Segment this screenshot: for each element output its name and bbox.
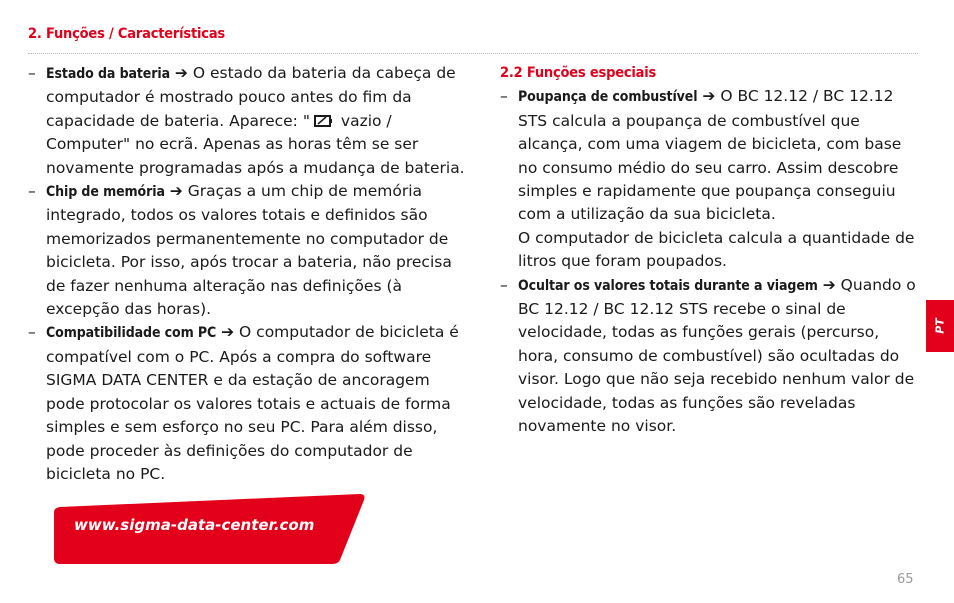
- fuel-saving-text: O BC 12.12 / BC 12.12 STS calcula a poupança de combustível que alcança, com uma viagem de bicicleta, com base no consumo médio do seu carro. Assim descobre simples e rapidamente que poupança conseguiu com a utilização da sua bicicleta.: [518, 87, 902, 224]
- list-item-memory-chip: [28, 180, 468, 321]
- memory-chip-text: Graças a um chip de memória integrado, todos os valores totais e definidos são memorizados permanentemente no computador de bicicleta. Por isso, após trocar a bateria, não precisa de fazer nenhuma alteração nas definições (à excepção das horas).: [46, 182, 452, 319]
- subsection-title: 2.2 Funções especiais: [500, 65, 657, 81]
- pc-compatibility-text: O computador de bicicleta é compatível com o PC. Após a compra do software SIGMA DATA CENTER e da estação de ancoragem pode protocolar os valores totais e actuais de forma simples e sem esforço no seu PC. Para além disso, pode proceder às definições do computador de bicicleta no PC.: [46, 323, 459, 483]
- list-item-battery-status: [28, 62, 468, 180]
- website-banner[interactable]: [54, 494, 366, 564]
- page-number: 65: [897, 572, 914, 587]
- left-column: [28, 62, 468, 486]
- arrow-right-icon: ➔: [702, 87, 716, 106]
- arrow-right-icon: ➔: [174, 64, 188, 82]
- list-item-fuel-saving: [500, 85, 918, 273]
- language-tab-label: PT: [933, 318, 947, 334]
- list-dash: –: [500, 87, 508, 106]
- arrow-right-icon: ➔: [822, 275, 836, 294]
- term-hide-totals: Ocultar os valores totais durante a viagem: [518, 277, 818, 294]
- list-item-pc-compatibility: [28, 321, 468, 486]
- section-title: 2. Funções / Características: [28, 26, 225, 42]
- list-item-hide-totals: [500, 274, 918, 439]
- term-battery-status: Estado da bateria: [46, 66, 170, 82]
- website-link[interactable]: www.sigma-data-center.com: [74, 516, 315, 534]
- dotted-divider: [28, 53, 918, 54]
- list-dash: –: [28, 64, 36, 82]
- term-memory-chip: Chip de memória: [46, 184, 165, 201]
- arrow-right-icon: ➔: [169, 182, 183, 201]
- term-pc-compatibility: Compatibilidade com PC: [46, 325, 217, 342]
- battery-empty-icon: [314, 115, 332, 127]
- right-column: [500, 62, 918, 439]
- hide-totals-text: Quando o BC 12.12 / BC 12.12 STS recebe o sinal de velocidade, todas as funções gerais (percurso, hora, consumo de combustível) são ocultadas do visor. Logo que não seja recebido nenhum valor de velocidade, todas as funções são reveladas novamente no visor.: [518, 275, 916, 436]
- list-dash: –: [28, 323, 36, 342]
- list-dash: –: [500, 275, 508, 294]
- battery-text-before: O estado da bateria da cabeça de computador é mostrado pouco antes do fim da capacidade de bateria. Aparece: ": [46, 64, 456, 130]
- arrow-right-icon: ➔: [221, 323, 235, 342]
- battery-text-after: vazio / Computer" no ecrã. Apenas as horas têm se ser novamente programadas após a mudança de bateria.: [46, 111, 465, 177]
- list-dash: –: [28, 182, 36, 201]
- fuel-saving-text-2: O computador de bicicleta calcula a quantidade de litros que foram poupados.: [518, 228, 915, 271]
- language-tab: [926, 300, 954, 352]
- term-fuel-saving: Poupança de combustível: [518, 89, 698, 106]
